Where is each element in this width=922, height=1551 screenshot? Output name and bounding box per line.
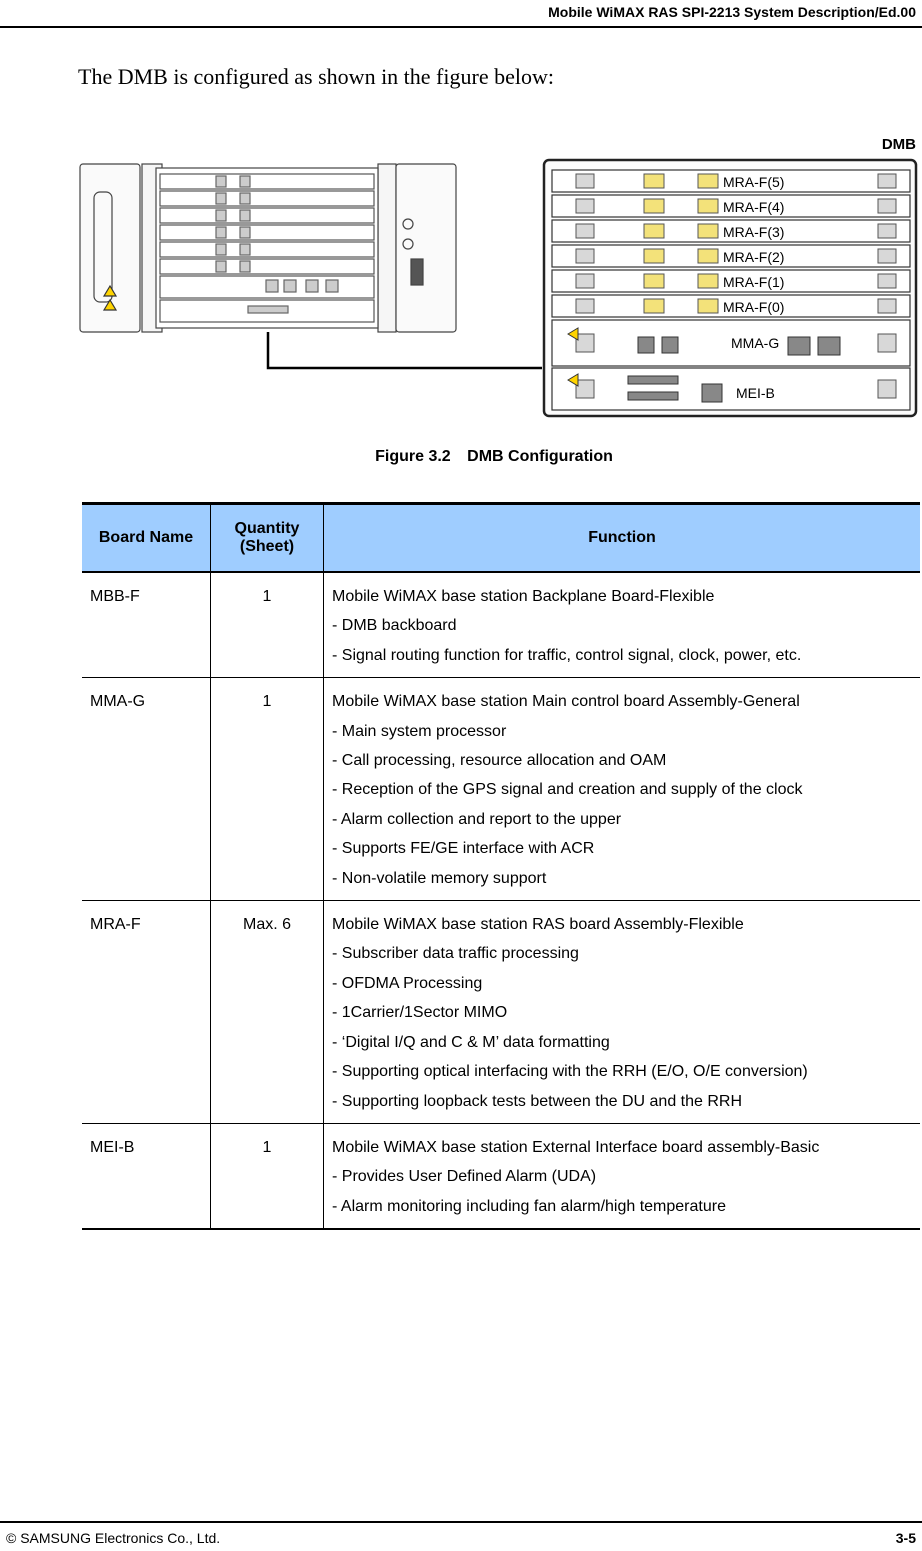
board-label-mra-f1: MRA-F(1) [723, 274, 785, 290]
function-line: Mobile WiMAX base station Main control board Assembly-General [332, 693, 800, 711]
function-line: - 1Carrier/1Sector MIMO [332, 1004, 508, 1022]
function-line: Mobile WiMAX base station RAS board Assembly-Flexible [332, 916, 744, 934]
function-line: - Alarm monitoring including fan alarm/high temperature [332, 1197, 726, 1215]
function-line: - Provides User Defined Alarm (UDA) [332, 1168, 597, 1186]
function-line: Mobile WiMAX base station Backplane Board-Flexible [332, 588, 715, 605]
header-function: Function [324, 504, 921, 573]
function-line: - Subscriber data traffic processing [332, 945, 579, 963]
board-label-mra-f2: MRA-F(2) [723, 249, 785, 265]
header-board-name: Board Name [82, 504, 211, 573]
function-line: - Reception of the GPS signal and creation and supply of the clock [332, 781, 803, 799]
document-title: Mobile WiMAX RAS SPI-2213 System Description/Ed.00 [548, 4, 916, 20]
footer-copyright: © SAMSUNG Electronics Co., Ltd. [6, 1530, 221, 1546]
function-line: - Alarm collection and report to the upper [332, 810, 622, 828]
function-cell [324, 678, 921, 901]
quantity-cell: 1 [211, 572, 324, 678]
header-quantity [211, 504, 324, 573]
function-cell [324, 1123, 921, 1229]
page-footer-rule [0, 1521, 922, 1523]
function-line: - Supporting optical interfacing with the RRH (E/O, O/E conversion) [332, 1063, 808, 1081]
table-row [82, 1123, 920, 1229]
dmb-shelf-overview [80, 164, 456, 332]
function-line: - Call processing, resource allocation and OAM [332, 752, 667, 770]
table-row [82, 901, 920, 1124]
function-cell [324, 572, 921, 678]
figure-caption-number: Figure 3.2 [375, 448, 451, 465]
board-label-mma-g: MMA-G [731, 335, 780, 351]
function-line: - ‘Digital I/Q and C & M’ data formatting [332, 1033, 610, 1051]
function-line: - Supports FE/GE interface with ACR [332, 840, 595, 858]
function-line: - Main system processor [332, 722, 507, 740]
board-name-cell: MMA-G [82, 678, 211, 901]
board-name-cell: MEI-B [82, 1123, 211, 1229]
board-label-mra-f5: MRA-F(5) [723, 174, 785, 190]
board-name-cell: MRA-F [82, 901, 211, 1124]
dmb-configuration-figure [78, 154, 918, 424]
page-header [0, 0, 922, 28]
table-row [82, 572, 920, 678]
quantity-cell: 1 [211, 1123, 324, 1229]
quantity-cell: 1 [211, 678, 324, 901]
function-line: - Signal routing function for traffic, control signal, clock, power, etc. [332, 646, 802, 664]
dmb-label: DMB [881, 136, 916, 153]
function-line: - OFDMA Processing [332, 974, 483, 992]
intro-text: The DMB is configured as shown in the figure below: [78, 64, 554, 89]
header-quantity-line1: Quantity [234, 520, 300, 537]
board-name-cell: MBB-F [82, 572, 211, 678]
board-label-mra-f4: MRA-F(4) [723, 199, 785, 215]
board-label-mei-b: MEI-B [736, 385, 775, 401]
table-header-row [82, 504, 920, 573]
figure-caption [0, 448, 922, 466]
figure-caption-title: DMB Configuration [467, 448, 613, 465]
board-label-mra-f3: MRA-F(3) [723, 224, 785, 240]
function-cell [324, 901, 921, 1124]
footer-page-number: 3-5 [895, 1530, 916, 1546]
header-quantity-line2: (Sheet) [239, 538, 295, 555]
function-line: - Non-volatile memory support [332, 869, 547, 887]
quantity-cell: Max. 6 [211, 901, 324, 1124]
function-line: - DMB backboard [332, 617, 457, 635]
connection-line [268, 332, 542, 368]
function-line: Mobile WiMAX base station External Interface board assembly-Basic [332, 1138, 820, 1156]
board-label-mra-f0: MRA-F(0) [723, 299, 785, 315]
table-row [82, 678, 920, 901]
function-line: - Supporting loopback tests between the DU and the RRH [332, 1092, 743, 1110]
board-function-table [82, 502, 920, 1230]
